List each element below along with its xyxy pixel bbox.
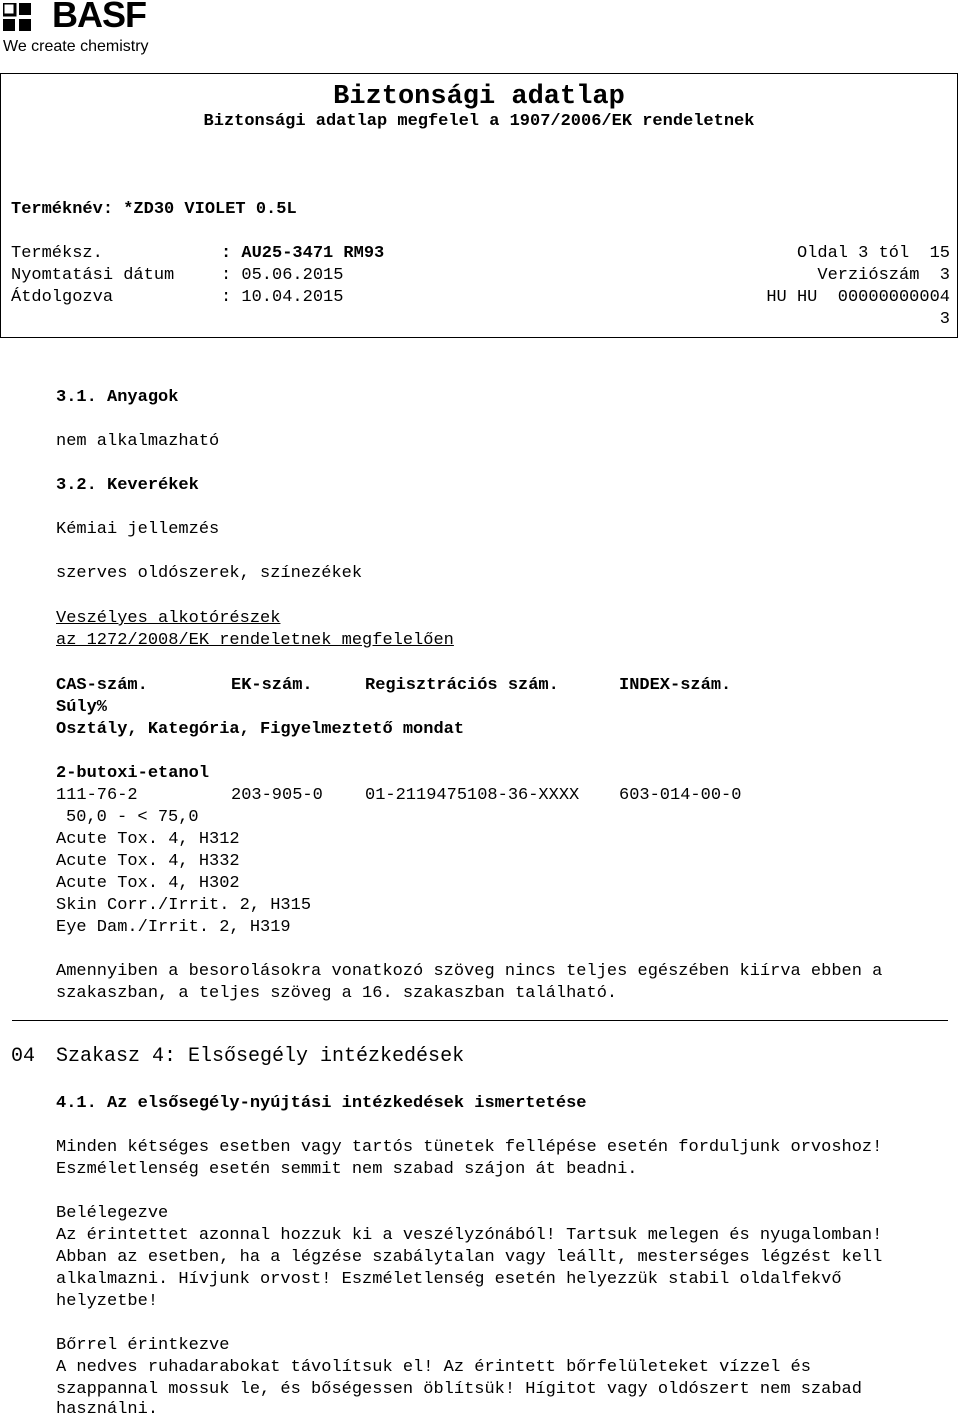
product-no-value: : AU25-3471 RM93 [221,244,385,263]
component-name: 2-butoxi-etanol [56,764,210,783]
locale-id: HU HU 00000000004 [766,288,950,307]
classification-item: Eye Dam./Irrit. 2, H319 [56,918,291,937]
classification-item: Acute Tox. 4, H312 [56,830,240,849]
classification-item: Skin Corr./Irrit. 2, H315 [56,896,312,915]
component-registration: 01-2119475108-36-XXXX [365,786,580,805]
general-advice-line1: Minden kétséges esetben vagy tartós tünetek fellépése esetén forduljunk orvoshoz! [56,1138,883,1157]
classification-item: Acute Tox. 4, H332 [56,852,240,871]
component-cas: 111-76-2 [56,786,138,805]
classification-note-line2: szakaszban, a teljes szöveg a 16. szakaszban található. [56,984,618,1003]
col-header-index: INDEX-szám. [619,676,732,695]
inhalation-line4: helyzetbe! [56,1292,159,1311]
product-name: Terméknév: *ZD30 VIOLET 0.5L [11,200,297,219]
chem-char-text: szerves oldószerek, színezékek [56,564,363,583]
section-title: Szakasz 4: Elsősegély intézkedések [56,1045,465,1068]
locale-id-suffix: 3 [939,310,950,329]
logo-slogan: We create chemistry [3,38,149,55]
classification-item: Acute Tox. 4, H302 [56,874,240,893]
inhalation-line1: Az érintettet azonnal hozzuk ki a veszélyzónából! Tartsuk melegen és nyugalomban! [56,1226,883,1245]
hazardous-label-line1: Veszélyes alkotórészek [56,609,281,628]
inhalation-line2: Abban az esetben, ha a légzése szabálytalan vagy leállt, mesterséges légzést kell [56,1248,883,1267]
col-header-weight: Súly% [56,698,108,717]
mixtures-heading: 3.2. Keverékek [56,476,199,495]
inhalation-line3: alkalmazni. Hívjunk orvost! Eszméletlenség esetén helyezzük stabil oldalfekvő [56,1270,842,1289]
page-indicator: Oldal 3 tól 15 [796,244,950,263]
component-index: 603-014-00-0 [619,786,742,805]
basf-logo: BASF [52,0,146,35]
print-date-value: : 05.06.2015 [221,266,344,285]
col-header-ec: EK-szám. [231,676,313,695]
general-advice-line2: Eszméletlenség esetén semmit nem szabad szájon át beadni. [56,1160,638,1179]
hazardous-label-line2: az 1272/2008/EK rendeletnek megfelelően [56,631,454,650]
col-header-cas: CAS-szám. [56,676,148,695]
product-no-label: Terméksz. [11,244,103,263]
inhalation-label: Belélegezve [56,1204,169,1223]
first-aid-subheading: 4.1. Az elsősegély-nyújtási intézkedések ismertetése [56,1094,587,1113]
skin-contact-line2: szappannal mossuk le, és bőségessen öblítsük! Hígitot vagy oldószert nem szabad [56,1380,862,1399]
section-divider [12,1020,948,1021]
document-title: Biztonsági adatlap [333,82,625,112]
version-number: Verziószám 3 [817,266,950,285]
col-header-registration: Regisztrációs szám. [365,676,559,695]
component-ec: 203-905-0 [231,786,323,805]
substances-heading: 3.1. Anyagok [56,388,179,407]
section-number: 04 [11,1045,36,1068]
document-subtitle: Biztonsági adatlap megfelel a 1907/2006/EK rendeletnek [203,112,755,131]
component-weight: 50,0 - < 75,0 [66,808,199,827]
substances-text: nem alkalmazható [56,432,220,451]
print-date-label: Nyomtatási dátum [11,266,175,285]
basf-logo-mark [3,3,49,38]
revised-label: Átdolgozva [11,288,114,307]
skin-contact-label: Bőrrel érintkezve [56,1336,230,1355]
skin-contact-line3: használni. [56,1400,159,1419]
chem-char-label: Kémiai jellemzés [56,520,220,539]
revised-value: : 10.04.2015 [221,288,344,307]
skin-contact-line1: A nedves ruhadarabokat távolítsuk el! Az érintett bőrfelületeket vízzel és [56,1358,811,1377]
classification-note-line1: Amennyiben a besorolásokra vonatkozó szöveg nincs teljes egészében kiírva ebben a [56,962,883,981]
col-header-classification: Osztály, Kategória, Figyelmeztető mondat [56,720,465,739]
